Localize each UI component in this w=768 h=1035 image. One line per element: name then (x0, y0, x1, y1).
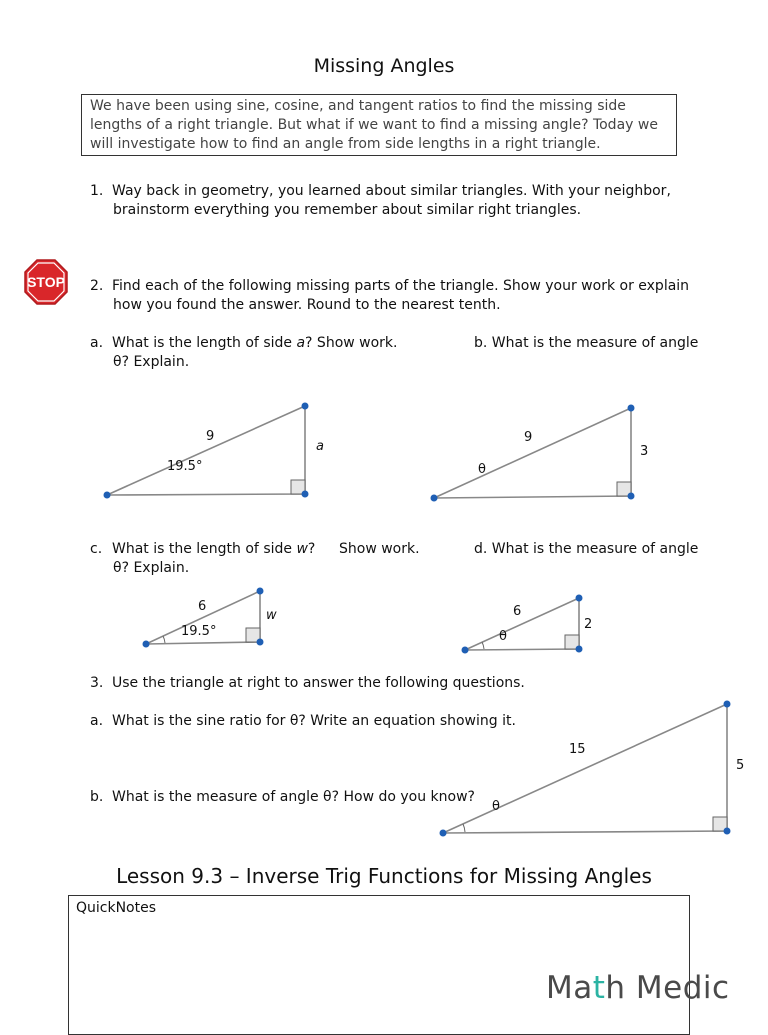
question-3 (90, 674, 525, 693)
question-2b-text: What is the measure of angle (491, 335, 699, 351)
hypotenuse-label: 15 (569, 742, 586, 757)
angle-label: θ (499, 629, 507, 644)
question-3-text: Use the triangle at right to answer the following questions. (112, 675, 525, 691)
question-2c (90, 540, 315, 559)
vertex-point (143, 641, 150, 648)
question-2c-text-end: ? (307, 541, 316, 557)
question-1-line1: Way back in geometry, you learned about similar triangles. With your neighbor, (112, 183, 671, 199)
sub-label: d. (474, 541, 488, 557)
vertex-point (257, 639, 264, 646)
side-label: a (316, 439, 324, 454)
vertex-point (302, 491, 309, 498)
triangle-3 (135, 582, 295, 654)
show-work-label: Show work. (339, 541, 420, 557)
question-2-line1: Find each of the following missing parts of the triangle. Show your work or explain (112, 278, 690, 294)
quicknotes-label: QuickNotes (76, 900, 157, 916)
side-label: 2 (584, 617, 593, 632)
sub-label: a. (90, 713, 104, 729)
question-2c-text: What is the length of side (112, 541, 297, 557)
quicknotes-box[interactable] (68, 895, 690, 1035)
question-3b-text: What is the measure of angle θ? How do you know? (112, 789, 475, 805)
hypotenuse-label: 6 (513, 604, 522, 619)
logo-text-part3: h Medic (605, 970, 730, 1006)
question-2d-text: What is the measure of angle (491, 541, 699, 557)
question-2 (90, 277, 710, 315)
vertex-point (724, 701, 731, 708)
question-1-line2: brainstorm everything you remember about similar right triangles. (113, 202, 582, 218)
page-title: Missing Angles (313, 55, 455, 77)
vertex-point (104, 492, 111, 499)
sub-label: c. (90, 541, 103, 557)
vertex-point (440, 830, 447, 837)
vertex-point (462, 647, 469, 654)
angle-label: θ (492, 799, 500, 814)
math-medic-logo (546, 970, 730, 1006)
intro-text: We have been using sine, cosine, and tangent ratios to find the missing side lengths of a right triangle. But what if we want to find a missing angle? Today we will investigate how to find an angle from side lengths in a right triangle. (90, 98, 658, 152)
vertex-point (302, 403, 309, 410)
vertex-point (628, 405, 635, 412)
side-label: 5 (736, 758, 745, 773)
sub-label: a. (90, 335, 104, 351)
vertex-point (257, 588, 264, 595)
variable-w: w (296, 541, 308, 557)
question-2a-text: What is the length of side (112, 335, 297, 351)
hypotenuse-label: 9 (524, 430, 533, 445)
stop-sign-icon (24, 259, 68, 305)
question-2a (90, 334, 397, 353)
logo-text-accent: t (592, 970, 606, 1006)
question-2c-cont: θ? Explain. (113, 560, 190, 576)
question-3b (90, 788, 475, 807)
vertex-point (431, 495, 438, 502)
question-number: 1. (90, 183, 104, 199)
triangle-1 (95, 395, 335, 510)
side-label: 3 (640, 444, 649, 459)
vertex-point (576, 646, 583, 653)
angle-label: 19.5° (181, 624, 217, 639)
vertex-point (724, 828, 731, 835)
question-3a-text: What is the sine ratio for θ? Write an equation showing it. (112, 713, 516, 729)
triangle-4 (455, 588, 615, 658)
question-2b-cont: θ? Explain. (113, 354, 190, 370)
sub-label: b. (90, 789, 104, 805)
variable-a: a (296, 335, 306, 351)
vertex-point (576, 595, 583, 602)
triangle-5 (430, 692, 750, 842)
sub-label: b. (474, 335, 488, 351)
question-number: 3. (90, 675, 104, 691)
hypotenuse-label: 9 (206, 429, 215, 444)
question-2a-text-end: ? Show work. (305, 335, 398, 351)
question-1 (90, 182, 710, 220)
question-number: 2. (90, 278, 104, 294)
stop-sign-text: STOP (27, 274, 65, 290)
triangle-2 (420, 395, 660, 510)
question-2-line2: how you found the answer. Round to the nearest tenth. (113, 297, 501, 313)
lesson-title: Lesson 9.3 – Inverse Trig Functions for Missing Angles (116, 864, 652, 888)
side-label: w (266, 608, 277, 623)
angle-label: 19.5° (167, 459, 203, 474)
angle-label: θ (478, 462, 486, 477)
question-2d (474, 540, 698, 559)
logo-text-part1: Ma (546, 970, 593, 1006)
vertex-point (628, 493, 635, 500)
question-2b (474, 334, 698, 353)
intro-box (81, 94, 677, 156)
hypotenuse-label: 6 (198, 599, 207, 614)
